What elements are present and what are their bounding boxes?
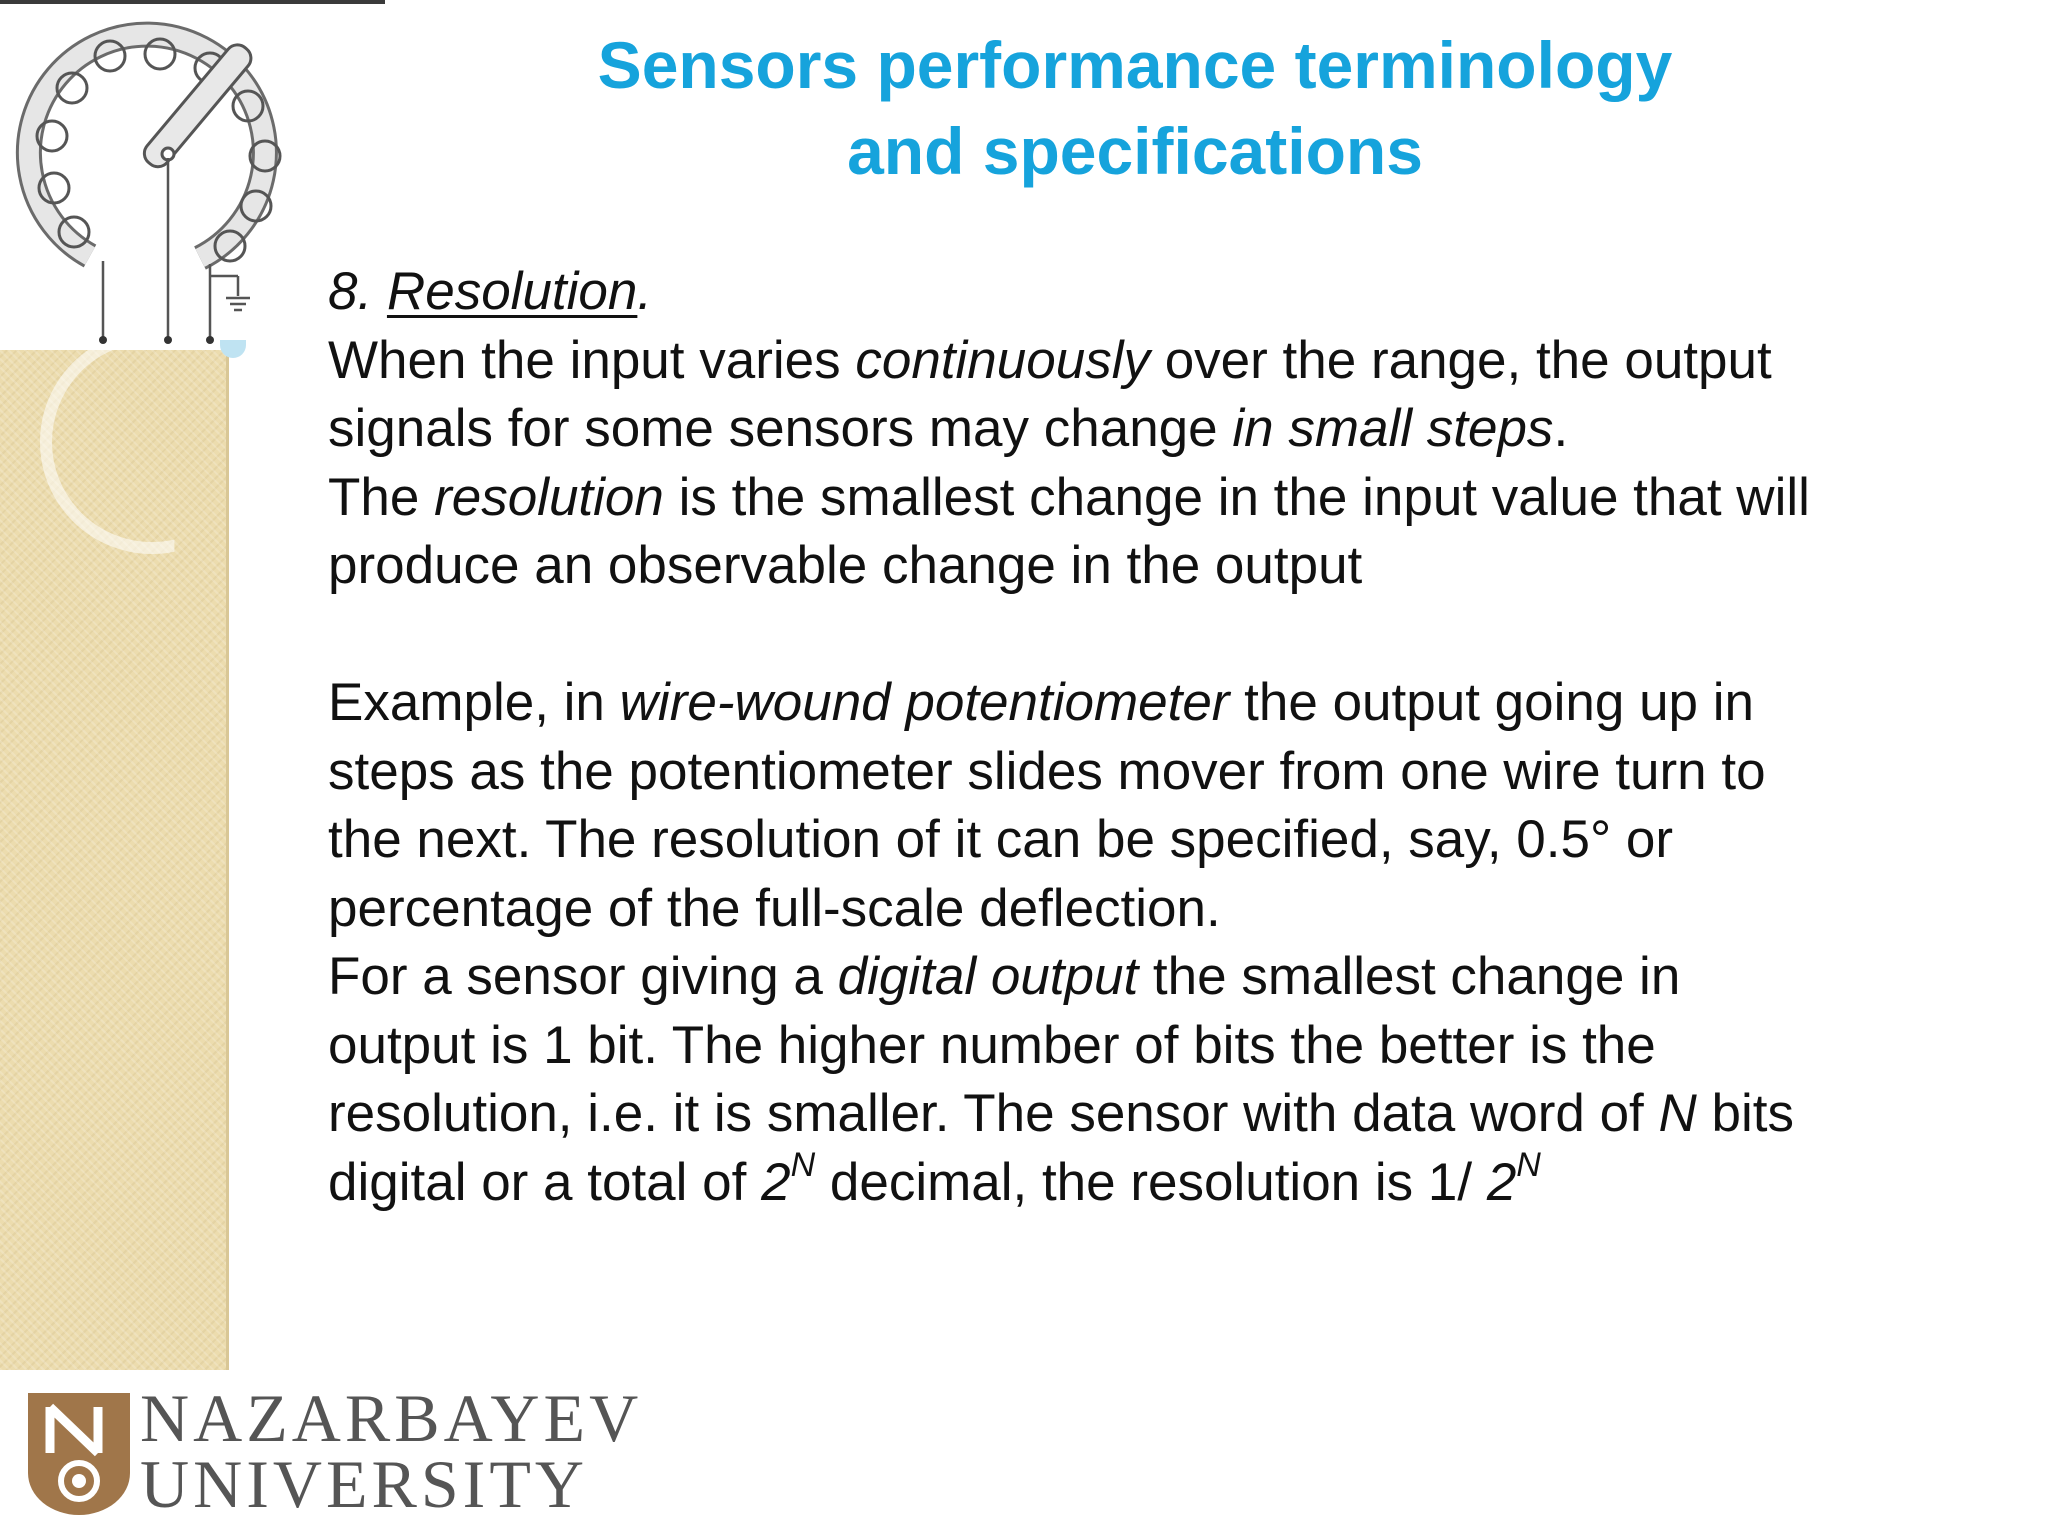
text-run: over the range, the output: [1149, 330, 1772, 390]
slide-body: [328, 258, 2018, 1217]
text-run: bits: [1696, 1084, 1794, 1143]
emphasis: wire-wound potentiometer: [619, 673, 1230, 732]
paragraph-2-line-2: produce an observable change in the output: [328, 536, 1363, 595]
paragraph-1-line-1: [328, 327, 2018, 396]
math-exponent: N: [1516, 1145, 1541, 1184]
emphasis: continuously: [855, 330, 1150, 390]
paragraph-2-line-1: [328, 464, 2018, 533]
text-run: signals for some sensors may change: [328, 399, 1233, 458]
emphasis: in small steps: [1232, 399, 1554, 458]
paragraph-3-line-3: the next. The resolution of it can be specified, say, 0.5° or: [328, 810, 1674, 869]
text-run: The: [328, 467, 435, 527]
math-expression: [761, 1145, 816, 1212]
paragraph-spacer: [328, 601, 2018, 670]
emphasis: resolution: [434, 467, 664, 527]
text-run: For a sensor giving a: [328, 947, 838, 1006]
text-run: is the smallest change in the input value that will: [663, 467, 1810, 527]
decorative-arc: [40, 330, 264, 554]
emphasis: digital output: [837, 947, 1139, 1006]
section-end: .: [637, 262, 653, 321]
paragraph-3-line-4: percentage of the full-scale deflection.: [328, 878, 1221, 938]
text-run: digital or a total of: [328, 1152, 762, 1212]
slide-title-line-1: Sensors performance terminology: [597, 28, 1673, 102]
emphasis: N: [1658, 1084, 1697, 1143]
text-run: When the input varies: [328, 330, 856, 390]
text-run: Example, in: [328, 673, 620, 732]
paragraph-3-line-1: [328, 669, 2018, 738]
logo-wordmark: [140, 1380, 643, 1522]
slide-title-line-2: and specifications: [847, 114, 1423, 188]
logo-line-1: NAZARBAYEV: [140, 1380, 643, 1456]
math-expression: [1486, 1145, 1541, 1212]
math-exponent: N: [790, 1145, 816, 1184]
text-run: the output going up in: [1229, 673, 1754, 732]
logo-line-2: UNIVERSITY: [140, 1446, 588, 1522]
text-run: .: [1553, 399, 1569, 458]
university-logo: [28, 1380, 643, 1525]
text-run: resolution, i.e. it is smaller. The sensor with data word of: [328, 1084, 1659, 1143]
wire-wound-potentiometer-icon: [10, 6, 310, 351]
paragraph-1-line-2: [328, 395, 2018, 464]
text-run: decimal, the resolution is 1/: [815, 1152, 1487, 1212]
paragraph-4-line-2: output is 1 bit. The higher number of bits the better is the: [328, 1015, 1656, 1075]
section-number: 8.: [328, 262, 373, 321]
paragraph-3-line-2: steps as the potentiometer slides mover from one wire turn to: [328, 741, 1766, 801]
math-base: 2: [761, 1152, 791, 1212]
paragraph-4-line-1: [328, 943, 2018, 1012]
section-name: Resolution: [386, 262, 638, 321]
paragraph-4-line-4: [328, 1145, 2018, 1218]
top-rule: [0, 0, 385, 4]
section-heading: [328, 258, 2018, 327]
slide-title: [420, 22, 1850, 194]
university-emblem-icon: [28, 1393, 130, 1515]
paragraph-4-line-3: [328, 1080, 2018, 1149]
math-base: 2: [1486, 1152, 1517, 1212]
text-run: the smallest change in: [1138, 947, 1681, 1006]
